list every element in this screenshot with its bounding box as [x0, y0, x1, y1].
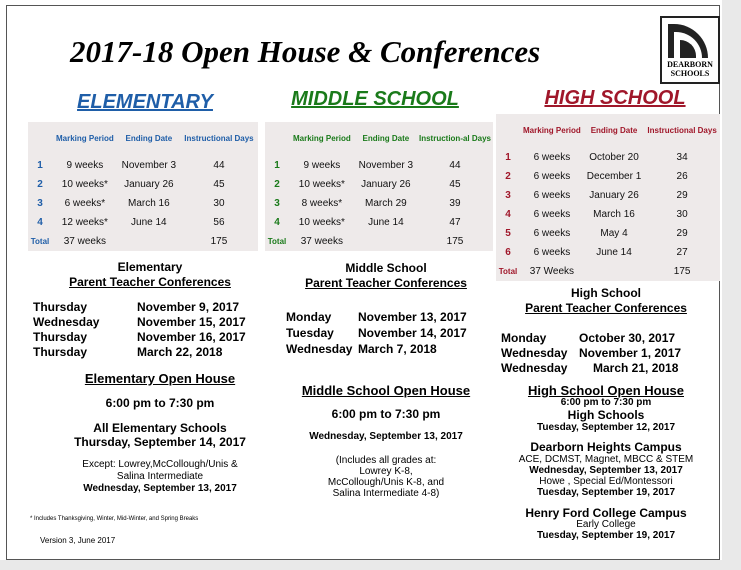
col-header-marking-period: Marking Period — [55, 134, 114, 143]
table-row: 4 6 weeks March 16 30 — [505, 209, 688, 220]
elementary-conf-subtitle: Parent Teacher Conferences — [69, 275, 231, 289]
elementary-conference-list: Thursday November 9, 2017 Wednesday November 15, 2017 Thursday November 16, 2017 Thursday March 22, 2018 — [33, 300, 246, 359]
table-row: 2 10 weeks* January 26 45 — [37, 179, 225, 190]
elementary-open-house-title: Elementary Open House — [84, 371, 236, 386]
henry-ford-early-college: Early College — [576, 519, 636, 530]
high-school-heading: HIGH SCHOOL — [544, 87, 686, 109]
table-row: 1 9 weeks November 3 44 — [274, 160, 461, 171]
middle-open-house-note: (Includes all grades at: Lowrey K-8, McCollough/Unis K-8, and Salina Intermediate 4-8) — [327, 455, 445, 499]
middle-conference-list: Monday November 13, 2017 Tuesday November 14, 2017 Wednesday March 7, 2018 — [286, 310, 467, 356]
table-row: 4 10 weeks* June 14 47 — [274, 217, 461, 228]
table-row: 4 12 weeks* June 14 56 — [37, 217, 225, 228]
high-schools-date: Tuesday, September 12, 2017 — [536, 422, 676, 433]
elementary-all-schools-date: Thursday, September 14, 2017 — [74, 435, 246, 449]
table-row: 2 10 weeks* January 26 45 — [274, 179, 461, 190]
col-header-marking-period: Marking Period — [292, 134, 351, 143]
version-note: Version 3, June 2017 — [40, 536, 116, 545]
table-total-row: Total 37 weeks 175 — [30, 236, 228, 247]
table-row: 2 6 weeks December 1 26 — [505, 171, 688, 182]
page-edge-bottom — [0, 560, 741, 570]
page-title: 2017-18 Open House & Conferences — [70, 34, 541, 69]
henry-ford-date: Tuesday, September 19, 2017 — [536, 530, 676, 541]
elementary-schedule-table — [28, 122, 258, 251]
dearborn-heights-campus-title: Dearborn Heights Campus — [530, 440, 682, 454]
elementary-conf-title: Elementary — [117, 260, 183, 274]
middle-school-heading: MIDDLE SCHOOL — [291, 88, 459, 110]
col-header-ending-date: Ending Date — [590, 126, 638, 135]
col-header-marking-period: Marking Period — [523, 126, 581, 135]
table-row: 1 9 weeks November 3 44 — [37, 160, 225, 171]
elementary-all-schools: All Elementary Schools — [93, 421, 227, 435]
dearborn-heights-date1: Wednesday, September 13, 2017 — [529, 465, 683, 476]
henry-ford-campus-title: Henry Ford College Campus — [525, 506, 687, 520]
table-row: 3 6 weeks January 26 29 — [505, 190, 688, 201]
high-open-house-time: 6:00 pm to 7:30 pm — [560, 397, 652, 408]
dearborn-heights-date2: Tuesday, September 19, 2017 — [536, 487, 676, 498]
elementary-except-date: Wednesday, September 13, 2017 — [83, 483, 237, 494]
middle-open-house-title: Middle School Open House — [301, 383, 471, 398]
col-header-instructional-days: Instructional Days — [184, 134, 254, 143]
footnote: * Includes Thanksgiving, Winter, Mid-Winter, and Spring Breaks — [30, 516, 199, 522]
dearborn-schools-logo — [660, 16, 720, 84]
middle-open-house-time: 6:00 pm to 7:30 pm — [331, 407, 441, 421]
table-row: 6 6 weeks June 14 27 — [505, 247, 688, 258]
high-schools-label: High Schools — [567, 408, 645, 422]
table-total-row: Total 37 weeks 175 — [267, 236, 464, 247]
table-row: 5 6 weeks May 4 29 — [505, 228, 688, 239]
table-total-row: Total 37 Weeks 175 — [498, 266, 691, 277]
elementary-open-house-time: 6:00 pm to 7:30 pm — [105, 396, 215, 410]
elementary-heading: ELEMENTARY — [77, 91, 213, 113]
middle-school-schedule-table — [265, 122, 493, 251]
dearborn-heights-programs2: Howe , Special Ed/Montessori — [539, 476, 673, 487]
logo-text-line1: DEARBORN — [667, 60, 713, 69]
high-school-schedule-table — [496, 114, 720, 281]
middle-open-house-date: Wednesday, September 13, 2017 — [309, 431, 463, 442]
high-conference-list: Monday October 30, 2017 Wednesday November 1, 2017 Wednesday March 21, 2018 — [501, 331, 682, 375]
col-header-instructional-days: Instruction-al Days — [418, 134, 491, 143]
col-header-instructional-days: Instructional Days — [647, 126, 717, 135]
table-row: 1 6 weeks October 20 34 — [505, 152, 688, 163]
col-header-ending-date: Ending Date — [362, 134, 410, 143]
table-row: 3 6 weeks* March 16 30 — [37, 198, 225, 209]
middle-conf-subtitle: Parent Teacher Conferences — [305, 276, 467, 290]
col-header-ending-date: Ending Date — [125, 134, 173, 143]
high-open-house-title: High School Open House — [527, 383, 684, 398]
dearborn-heights-programs: ACE, DCMST, Magnet, MBCC & STEM — [518, 454, 694, 465]
elementary-except-line1: Except: Lowrey,McCollough/Unis & — [82, 459, 238, 470]
table-row: 3 8 weeks* March 29 39 — [274, 198, 461, 209]
elementary-except-line2: Salina Intermediate — [116, 471, 204, 482]
high-conf-subtitle: Parent Teacher Conferences — [525, 301, 687, 315]
logo-text-line2: SCHOOLS — [670, 69, 710, 78]
middle-conf-title: Middle School — [345, 261, 427, 275]
high-conf-title: High School — [571, 286, 641, 300]
